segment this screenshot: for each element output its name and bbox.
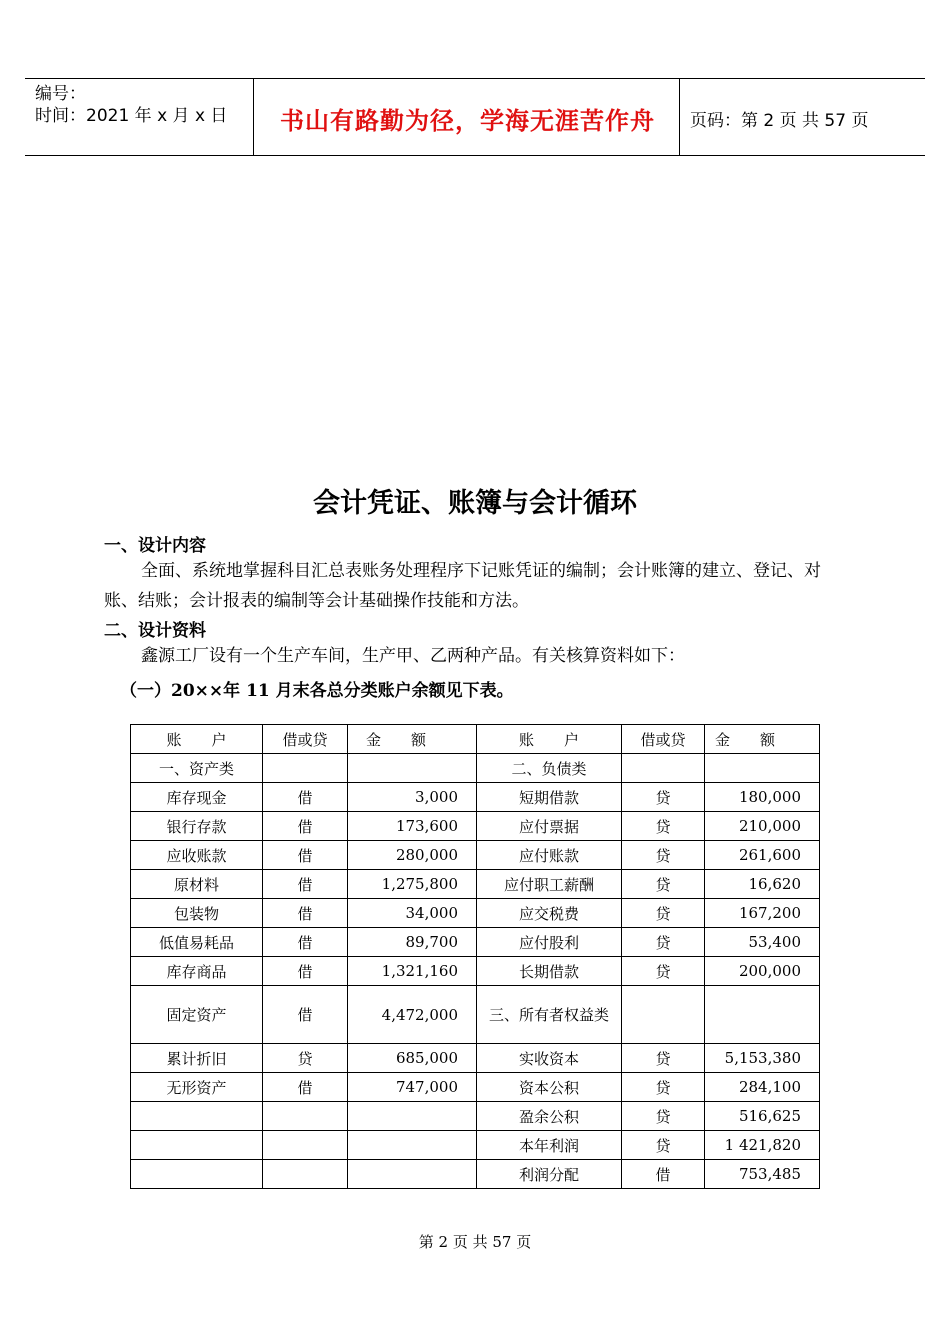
table-cell: 3,000 — [348, 783, 477, 812]
table-cell: 贷 — [622, 1102, 705, 1131]
table-cell: 盈余公积 — [477, 1102, 622, 1131]
table-row — [131, 870, 820, 899]
table-cell: 280,000 — [348, 841, 477, 870]
table-cell — [131, 1131, 263, 1160]
table-cell: 747,000 — [348, 1073, 477, 1102]
column-header: 金 额 — [348, 725, 477, 754]
table-row — [131, 841, 820, 870]
table-cell: 贷 — [622, 899, 705, 928]
table-cell: 应收账款 — [131, 841, 263, 870]
doc-time-label: 时间：2021 年 x 月 x 日 — [35, 106, 228, 126]
table-cell: 1,275,800 — [348, 870, 477, 899]
section-paragraph — [104, 641, 844, 671]
table-row — [131, 812, 820, 841]
table-cell: 一、资产类 — [131, 754, 263, 783]
table-cell: 贷 — [622, 870, 705, 899]
table-cell: 原材料 — [131, 870, 263, 899]
table-row — [131, 754, 820, 783]
table-cell: 应付股利 — [477, 928, 622, 957]
table-cell: 16,620 — [705, 870, 820, 899]
table-row — [131, 928, 820, 957]
table-row — [131, 1102, 820, 1131]
table-cell: 低值易耗品 — [131, 928, 263, 957]
table-cell: 借 — [622, 1160, 705, 1189]
table-cell: 借 — [263, 986, 348, 1044]
table-cell: 1 421,820 — [705, 1131, 820, 1160]
table-cell: 贷 — [622, 1131, 705, 1160]
table-cell: 包装物 — [131, 899, 263, 928]
table-cell: 5,153,380 — [705, 1044, 820, 1073]
design-data-text: 鑫源工厂设有一个生产车间，生产甲、乙两种产品。有关核算资料如下： — [141, 646, 685, 666]
table-cell: 借 — [263, 870, 348, 899]
table-cell — [348, 754, 477, 783]
table-cell: 借 — [263, 899, 348, 928]
table-cell: 516,625 — [705, 1102, 820, 1131]
table-cell: 贷 — [622, 1073, 705, 1102]
header-motto: 书山有路勤为径，学海无涯苦作舟 — [280, 106, 655, 135]
table-cell: 借 — [263, 841, 348, 870]
column-header: 账 户 — [131, 725, 263, 754]
table-cell: 685,000 — [348, 1044, 477, 1073]
table-cell — [348, 1102, 477, 1131]
table-cell — [705, 754, 820, 783]
table-cell: 贷 — [622, 841, 705, 870]
table-cell: 1,321,160 — [348, 957, 477, 986]
table-caption: （一）20××年 11 月末各总分类账户余额见下表。 — [120, 681, 514, 701]
table-cell: 利润分配 — [477, 1160, 622, 1189]
column-header: 借或贷 — [622, 725, 705, 754]
table-row — [131, 1073, 820, 1102]
table-cell: 累计折旧 — [131, 1044, 263, 1073]
table-cell: 贷 — [263, 1044, 348, 1073]
table-cell — [131, 1160, 263, 1189]
table-cell — [622, 986, 705, 1044]
table-cell: 借 — [263, 1073, 348, 1102]
table-row — [131, 783, 820, 812]
table-cell: 应付账款 — [477, 841, 622, 870]
table-cell: 180,000 — [705, 783, 820, 812]
table-cell — [348, 1131, 477, 1160]
table-cell: 贷 — [622, 783, 705, 812]
table-cell: 借 — [263, 783, 348, 812]
section-paragraph — [104, 556, 844, 616]
table-row — [131, 1044, 820, 1073]
design-content-text: 全面、系统地掌握科目汇总表账务处理程序下记账凭证的编制；会计账簿的建立、登记、对账、结账；会计报表的编制等会计基础操作技能和方法。 — [104, 561, 821, 611]
table-cell: 借 — [263, 957, 348, 986]
table-cell: 贷 — [622, 1044, 705, 1073]
table-cell: 长期借款 — [477, 957, 622, 986]
table-row — [131, 1131, 820, 1160]
section-heading-design-data: 二、设计资料 — [104, 621, 206, 641]
page-header — [25, 78, 925, 156]
table-cell — [477, 986, 622, 1044]
table-cell: 4,472,000 — [348, 986, 477, 1044]
header-meta — [35, 83, 227, 127]
table-cell: 753,485 — [705, 1160, 820, 1189]
table-cell: 284,100 — [705, 1073, 820, 1102]
table-cell: 无形资产 — [131, 1073, 263, 1102]
table-row — [131, 957, 820, 986]
cell-text: 三、所有者权益类 — [488, 1005, 609, 1024]
table-cell: 210,000 — [705, 812, 820, 841]
account-balance-table — [130, 724, 820, 1189]
table-cell: 261,600 — [705, 841, 820, 870]
table-cell: 银行存款 — [131, 812, 263, 841]
table-cell — [263, 754, 348, 783]
table-cell — [263, 1160, 348, 1189]
table-cell: 本年利润 — [477, 1131, 622, 1160]
table-cell: 短期借款 — [477, 783, 622, 812]
table-cell: 固定资产 — [131, 986, 263, 1044]
page-footer: 第 2 页 共 57 页 — [418, 1233, 532, 1251]
table-cell: 借 — [263, 812, 348, 841]
column-header: 金 额 — [705, 725, 820, 754]
table-cell: 实收资本 — [477, 1044, 622, 1073]
table-cell: 应付票据 — [477, 812, 622, 841]
document-title: 会计凭证、账簿与会计循环 — [313, 488, 637, 519]
column-header: 借或贷 — [263, 725, 348, 754]
header-divider — [253, 79, 254, 155]
table-row — [131, 1160, 820, 1189]
table-cell: 贷 — [622, 812, 705, 841]
table-cell — [263, 1131, 348, 1160]
section-heading-design-content: 一、设计内容 — [104, 536, 206, 556]
table-header-row — [131, 725, 820, 754]
table-cell: 89,700 — [348, 928, 477, 957]
table-cell: 200,000 — [705, 957, 820, 986]
doc-number-label: 编号： — [35, 84, 86, 104]
column-header: 账 户 — [477, 725, 622, 754]
table-cell: 库存现金 — [131, 783, 263, 812]
table-cell: 贷 — [622, 957, 705, 986]
table-cell: 应付职工薪酬 — [477, 870, 622, 899]
table-cell: 贷 — [622, 928, 705, 957]
table-cell — [263, 1102, 348, 1131]
table-row — [131, 899, 820, 928]
table-cell — [622, 754, 705, 783]
table-cell: 173,600 — [348, 812, 477, 841]
table-cell: 二、负债类 — [477, 754, 622, 783]
table-cell: 库存商品 — [131, 957, 263, 986]
table-cell — [348, 1160, 477, 1189]
table-cell — [705, 986, 820, 1044]
table-cell: 167,200 — [705, 899, 820, 928]
table-cell: 借 — [263, 928, 348, 957]
table-row — [131, 986, 820, 1044]
header-page-info: 页码：第 2 页 共 57 页 — [690, 111, 869, 131]
table-cell: 53,400 — [705, 928, 820, 957]
table-cell: 34,000 — [348, 899, 477, 928]
table-cell: 应交税费 — [477, 899, 622, 928]
table-cell: 资本公积 — [477, 1073, 622, 1102]
table-cell — [131, 1102, 263, 1131]
